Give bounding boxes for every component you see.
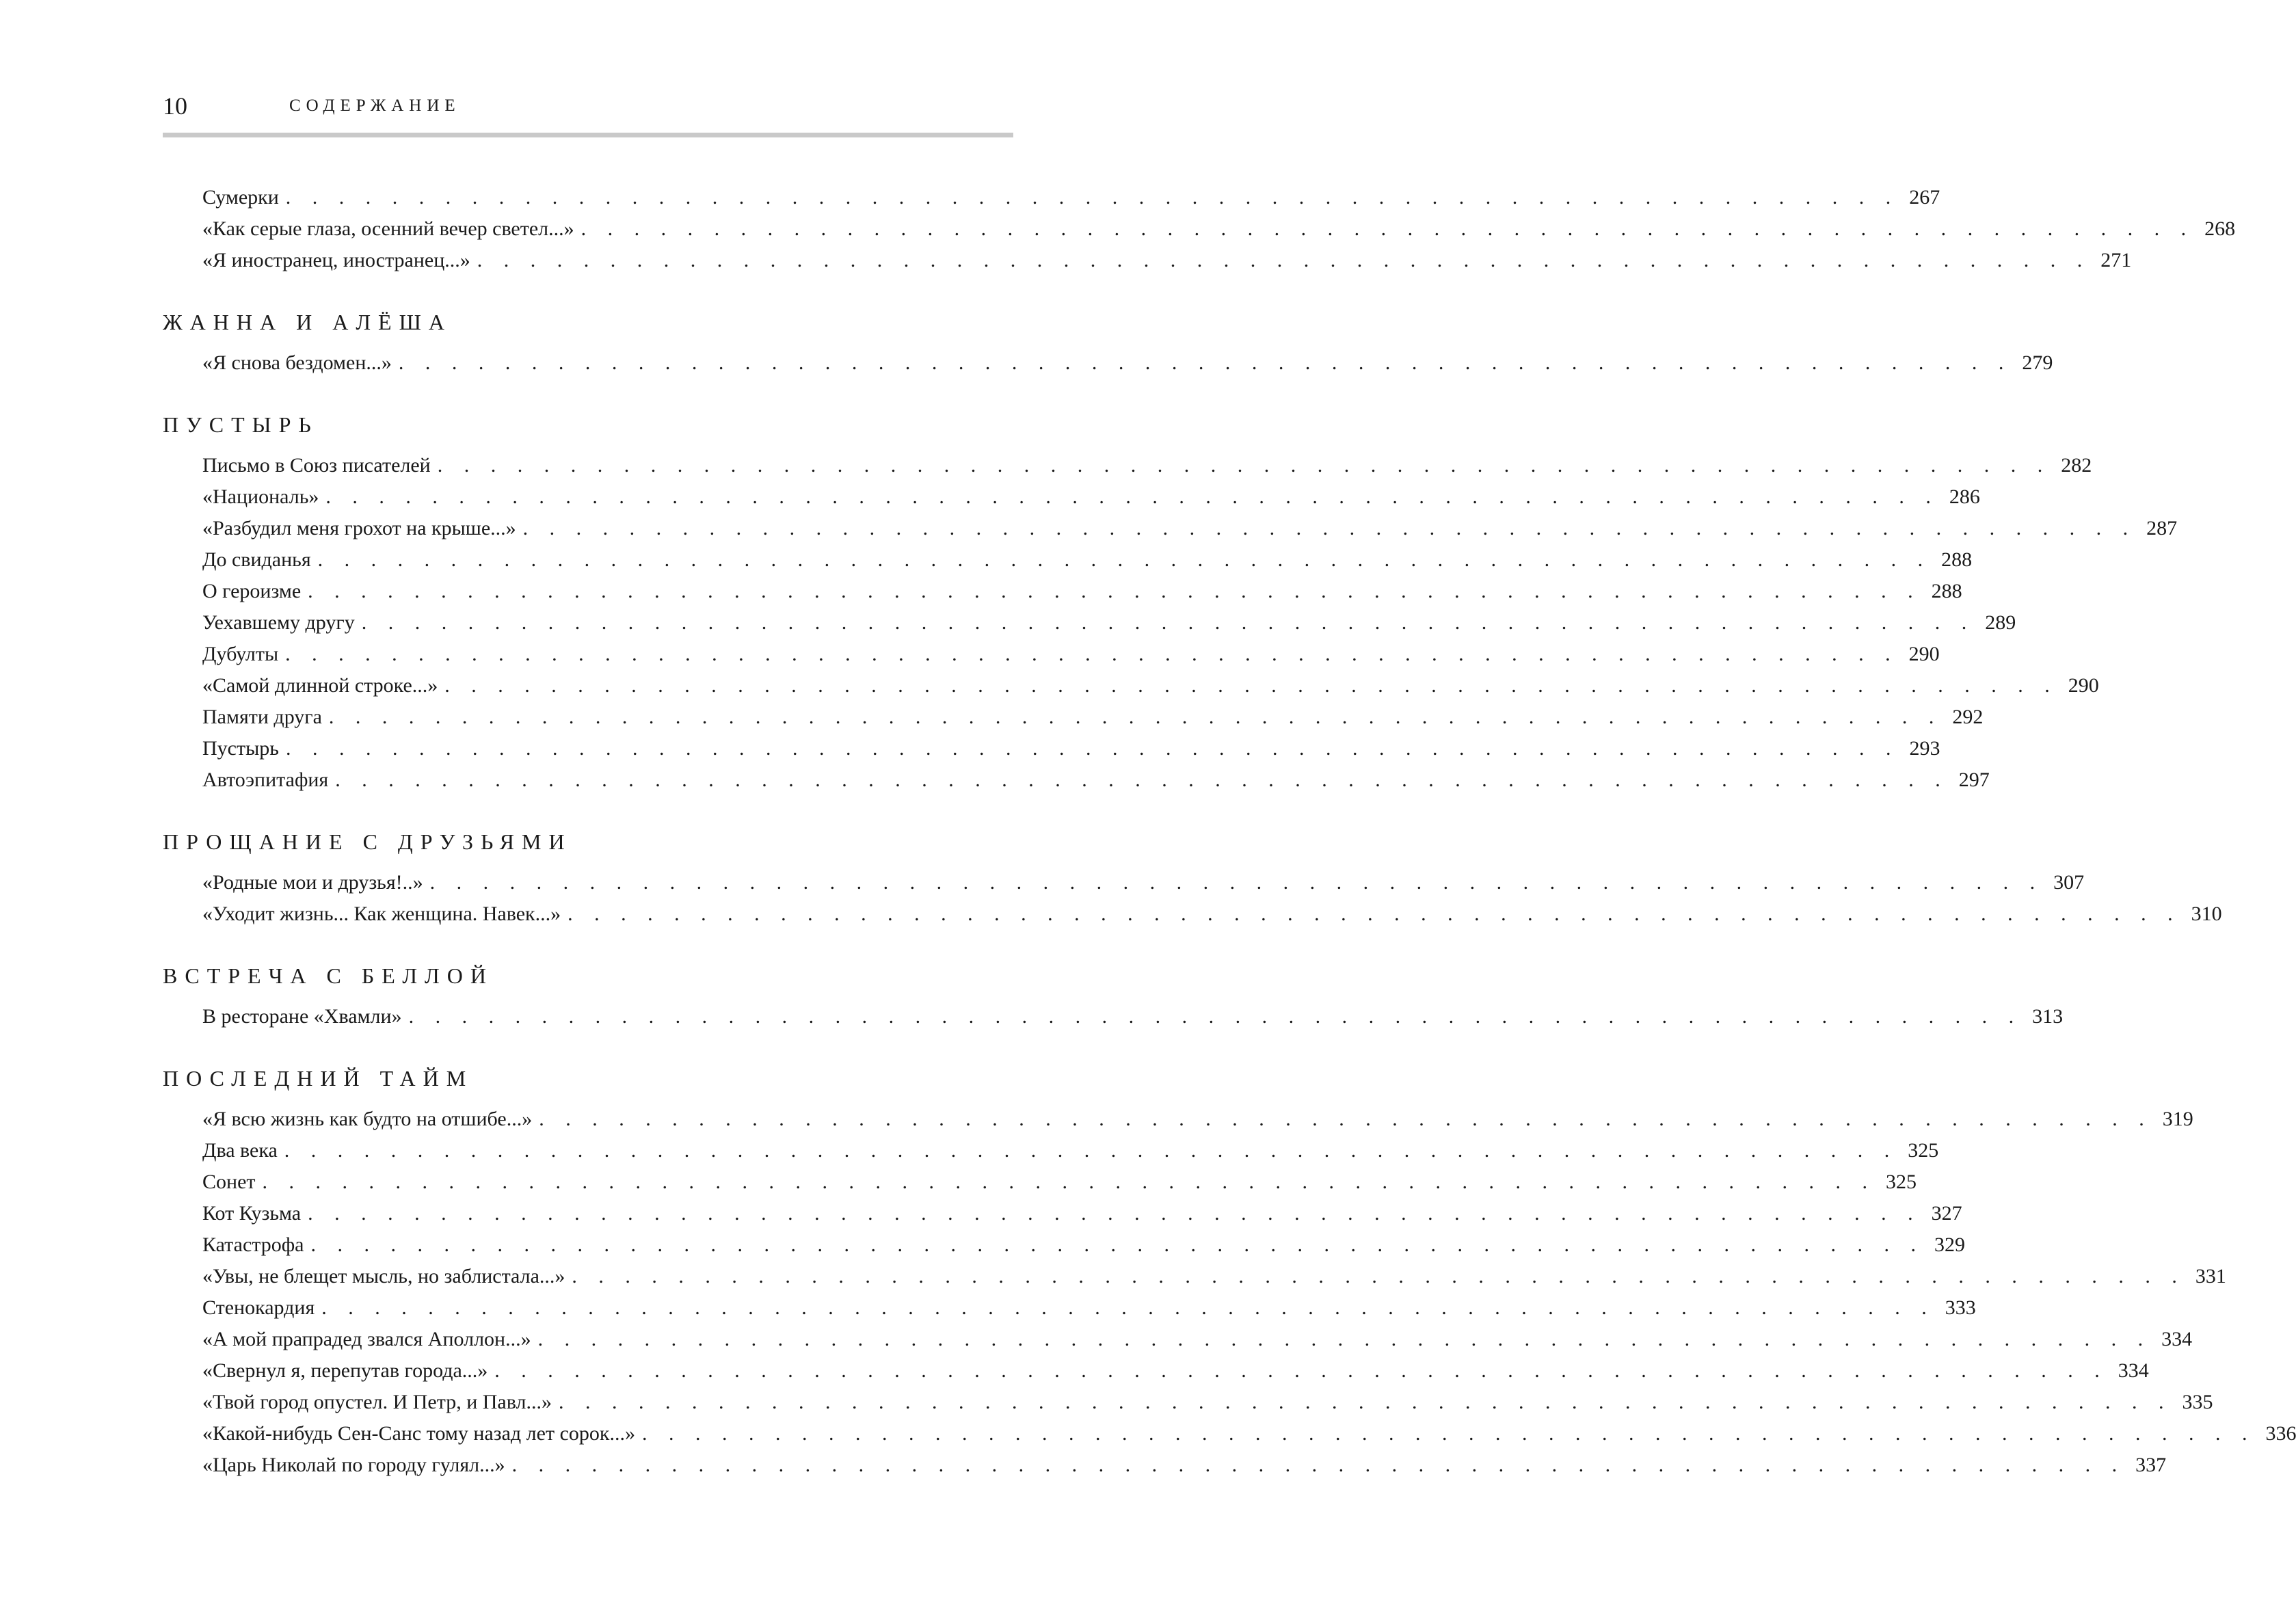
toc-entry — [163, 450, 2092, 481]
toc-entry — [163, 764, 1990, 796]
toc-entry — [163, 898, 2222, 930]
running-head — [163, 89, 1013, 123]
entry-title: «Как серые глаза, осенний вечер светел...» — [202, 217, 574, 240]
dot-leader: . . . . . . . . . . . . . . . . . . . . . . . . . . . . . . . . . . . . . . . . . . . . . . . . . . . . . . . . . . . . . — [361, 611, 1975, 634]
entry-title: Сонет — [202, 1171, 256, 1193]
entry-title: «Уходит жизнь... Как женщина. Навек...» — [202, 903, 561, 925]
dot-leader: . . . . . . . . . . . . . . . . . . . . . . . . . . . . . . . . . . . . . . . . . . . . . . . . . . . . . . . . . . . . . — [398, 351, 2012, 374]
section-title: ПУСТЫРЬ — [163, 412, 319, 437]
entry-title: В ресторане «Хвамли» — [202, 1005, 402, 1028]
dot-leader: . . . . . . . . . . . . . . . . . . . . . . . . . . . . . . . . . . . . . . . . . . . . . . . . . . . . . . . . . . . . . — [641, 1422, 2256, 1445]
entry-title: Два века — [202, 1139, 278, 1162]
entry-page-number: 289 — [1985, 611, 2016, 634]
entry-page-number: 290 — [2068, 674, 2099, 697]
entry-title: Памяти друга — [202, 706, 322, 728]
entry-title: «Твой город опустел. И Петр, и Павл...» — [202, 1391, 552, 1413]
entry-page-number: 282 — [2061, 454, 2092, 477]
entry-page-number: 268 — [2204, 217, 2236, 240]
entry-title: О героизме — [202, 580, 302, 602]
entry-title: Пустырь — [202, 737, 279, 760]
toc-section — [163, 1063, 2296, 1481]
section-title: ЖАННА И АЛЁША — [163, 310, 452, 334]
entry-title: «Разбудил меня грохот на крыше...» — [202, 517, 516, 539]
dot-leader: . . . . . . . . . . . . . . . . . . . . . . . . . . . . . . . . . . . . . . . . . . . . . . . . . . . . . . . . . . . . . — [437, 454, 2051, 477]
entry-page-number: 279 — [2022, 351, 2053, 374]
table-of-contents — [163, 182, 2296, 1481]
entry-title: Сумерки — [202, 186, 279, 209]
entry-title: «Я всю жизнь как будто на отшибе...» — [202, 1108, 533, 1130]
dot-leader: . . . . . . . . . . . . . . . . . . . . . . . . . . . . . . . . . . . . . . . . . . . . . . . . . . . . . . . . . . . . . — [572, 1265, 2185, 1287]
toc-entry — [163, 1355, 2149, 1387]
dot-leader: . . . . . . . . . . . . . . . . . . . . . . . . . . . . . . . . . . . . . . . . . . . . . . . . . . . . . . . . . . . . . — [308, 1202, 1921, 1225]
book-page — [163, 0, 2296, 1615]
toc-section — [163, 306, 2053, 379]
entry-page-number: 336 — [2265, 1422, 2296, 1445]
entry-title: «Я снова бездомен...» — [202, 351, 392, 374]
entry-page-number: 327 — [1931, 1202, 1962, 1225]
entry-title: Письмо в Союз писателей — [202, 454, 431, 477]
toc-entry — [163, 670, 2099, 702]
entry-page-number: 319 — [2162, 1108, 2193, 1130]
toc-entry — [163, 481, 1980, 513]
dot-leader: . . . . . . . . . . . . . . . . . . . . . . . . . . . . . . . . . . . . . . . . . . . . . . . . . . . . . . . . . . . . . — [321, 1296, 1935, 1319]
entry-page-number: 331 — [2195, 1265, 2226, 1287]
toc-entry — [163, 1387, 2213, 1418]
entry-page-number: 292 — [1952, 706, 1984, 728]
entry-page-number: 325 — [1908, 1139, 1939, 1162]
toc-entry — [163, 347, 2053, 379]
page-number: 10 — [163, 92, 187, 120]
toc-section — [163, 409, 2178, 796]
entry-page-number: 286 — [1949, 485, 1980, 508]
toc-entry — [163, 1135, 1939, 1166]
dot-leader: . . . . . . . . . . . . . . . . . . . . . . . . . . . . . . . . . . . . . . . . . . . . . . . . . . . . . . . . . . . . . — [284, 1139, 1898, 1162]
entry-title: «Националь» — [202, 485, 319, 508]
dot-leader: . . . . . . . . . . . . . . . . . . . . . . . . . . . . . . . . . . . . . . . . . . . . . . . . . . . . . . . . . . . . . — [408, 1005, 2023, 1028]
dot-leader: . . . . . . . . . . . . . . . . . . . . . . . . . . . . . . . . . . . . . . . . . . . . . . . . . . . . . . . . . . . . . — [539, 1108, 2152, 1130]
toc-entry — [163, 1104, 2193, 1135]
toc-entry — [163, 1292, 1976, 1324]
dot-leader: . . . . . . . . . . . . . . . . . . . . . . . . . . . . . . . . . . . . . . . . . . . . . . . . . . . . . . . . . . . . . — [285, 186, 1899, 209]
dot-leader: . . . . . . . . . . . . . . . . . . . . . . . . . . . . . . . . . . . . . . . . . . . . . . . . . . . . . . . . . . . . . — [444, 674, 2058, 697]
entry-page-number: 325 — [1886, 1171, 1917, 1193]
toc-entry — [163, 1198, 1962, 1229]
section-title: ПРОЩАНИЕ С ДРУЗЬЯМИ — [163, 829, 572, 854]
dot-leader: . . . . . . . . . . . . . . . . . . . . . . . . . . . . . . . . . . . . . . . . . . . . . . . . . . . . . . . . . . . . . — [325, 485, 1939, 508]
entry-title: «Родные мои и друзья!..» — [202, 871, 423, 894]
entry-title: «Свернул я, перепутав города...» — [202, 1359, 488, 1382]
toc-entry — [163, 1166, 1917, 1198]
entry-page-number: 307 — [2053, 871, 2085, 894]
toc-entry — [163, 544, 1973, 576]
entry-page-number: 293 — [1909, 737, 1940, 760]
toc-entry — [163, 1001, 2064, 1032]
header-rule — [163, 133, 1013, 137]
dot-leader: . . . . . . . . . . . . . . . . . . . . . . . . . . . . . . . . . . . . . . . . . . . . . . . . . . . . . . . . . . . . . — [537, 1328, 2152, 1350]
toc-entry — [163, 1229, 1965, 1261]
toc-entry — [163, 607, 2016, 639]
toc-entry — [163, 513, 2178, 544]
toc-entry — [163, 1261, 2226, 1292]
entry-title: Стенокардия — [202, 1296, 315, 1319]
entry-title: «Царь Николай по городу гулял...» — [202, 1454, 505, 1476]
entry-title: Автоэпитафия — [202, 769, 329, 791]
dot-leader: . . . . . . . . . . . . . . . . . . . . . . . . . . . . . . . . . . . . . . . . . . . . . . . . . . . . . . . . . . . . . — [522, 517, 2137, 539]
dot-leader: . . . . . . . . . . . . . . . . . . . . . . . . . . . . . . . . . . . . . . . . . . . . . . . . . . . . . . . . . . . . . — [477, 249, 2091, 271]
entry-page-number: 335 — [2182, 1391, 2213, 1413]
entry-title: «Я иностранец, иностранец...» — [202, 249, 470, 271]
entry-page-number: 313 — [2032, 1005, 2064, 1028]
entry-page-number: 333 — [1945, 1296, 1976, 1319]
toc-section — [163, 182, 2236, 276]
dot-leader: . . . . . . . . . . . . . . . . . . . . . . . . . . . . . . . . . . . . . . . . . . . . . . . . . . . . . . . . . . . . . — [285, 643, 1899, 665]
dot-leader: . . . . . . . . . . . . . . . . . . . . . . . . . . . . . . . . . . . . . . . . . . . . . . . . . . . . . . . . . . . . . — [328, 706, 1943, 728]
toc-entry — [163, 576, 1962, 607]
entry-page-number: 334 — [2161, 1328, 2193, 1350]
dot-leader: . . . . . . . . . . . . . . . . . . . . . . . . . . . . . . . . . . . . . . . . . . . . . . . . . . . . . . . . . . . . . — [308, 580, 1921, 602]
entry-page-number: 288 — [1931, 580, 1962, 602]
entry-page-number: 329 — [1934, 1233, 1965, 1256]
toc-section — [163, 960, 2064, 1032]
entry-title: «Какой-нибудь Сен-Санс тому назад лет сорок...» — [202, 1422, 635, 1445]
entry-page-number: 267 — [1909, 186, 1940, 209]
running-head-title: СОДЕРЖАНИЕ — [289, 96, 461, 115]
entry-title: До свиданья — [202, 548, 311, 571]
entry-page-number: 287 — [2146, 517, 2178, 539]
entry-page-number: 337 — [2135, 1454, 2167, 1476]
dot-leader: . . . . . . . . . . . . . . . . . . . . . . . . . . . . . . . . . . . . . . . . . . . . . . . . . . . . . . . . . . . . . — [568, 903, 2181, 925]
entry-title: «Самой длинной строке...» — [202, 674, 438, 697]
toc-entry — [163, 867, 2085, 898]
dot-leader: . . . . . . . . . . . . . . . . . . . . . . . . . . . . . . . . . . . . . . . . . . . . . . . . . . . . . . . . . . . . . — [285, 737, 1899, 760]
dot-leader: . . . . . . . . . . . . . . . . . . . . . . . . . . . . . . . . . . . . . . . . . . . . . . . . . . . . . . . . . . . . . — [317, 548, 1932, 571]
toc-section — [163, 826, 2222, 930]
dot-leader: . . . . . . . . . . . . . . . . . . . . . . . . . . . . . . . . . . . . . . . . . . . . . . . . . . . . . . . . . . . . . — [262, 1171, 1875, 1193]
entry-title: Катастрофа — [202, 1233, 304, 1256]
entry-title: «А мой прапрадед звался Аполлон...» — [202, 1328, 531, 1350]
entry-page-number: 297 — [1958, 769, 1990, 791]
dot-leader: . . . . . . . . . . . . . . . . . . . . . . . . . . . . . . . . . . . . . . . . . . . . . . . . . . . . . . . . . . . . . — [558, 1391, 2172, 1413]
dot-leader: . . . . . . . . . . . . . . . . . . . . . . . . . . . . . . . . . . . . . . . . . . . . . . . . . . . . . . . . . . . . . — [429, 871, 2044, 894]
toc-entry — [163, 1418, 2296, 1450]
dot-leader: . . . . . . . . . . . . . . . . . . . . . . . . . . . . . . . . . . . . . . . . . . . . . . . . . . . . . . . . . . . . . — [494, 1359, 2108, 1382]
entry-page-number: 288 — [1941, 548, 1973, 571]
entry-title: Дубулты — [202, 643, 279, 665]
dot-leader: . . . . . . . . . . . . . . . . . . . . . . . . . . . . . . . . . . . . . . . . . . . . . . . . . . . . . . . . . . . . . — [310, 1233, 1924, 1256]
toc-entry — [163, 1324, 2193, 1355]
toc-entry — [163, 245, 2132, 276]
entry-page-number: 334 — [2118, 1359, 2149, 1382]
entry-title: Уехавшему другу — [202, 611, 355, 634]
dot-leader: . . . . . . . . . . . . . . . . . . . . . . . . . . . . . . . . . . . . . . . . . . . . . . . . . . . . . . . . . . . . . — [580, 217, 2195, 240]
toc-entry — [163, 702, 1984, 733]
dot-leader: . . . . . . . . . . . . . . . . . . . . . . . . . . . . . . . . . . . . . . . . . . . . . . . . . . . . . . . . . . . . . — [335, 769, 1949, 791]
entry-page-number: 310 — [2191, 903, 2222, 925]
entry-title: Кот Кузьма — [202, 1202, 302, 1225]
section-title: ПОСЛЕДНИЙ ТАЙМ — [163, 1066, 474, 1091]
entry-title: «Увы, не блещет мысль, но заблистала...» — [202, 1265, 565, 1287]
toc-entry — [163, 182, 1940, 213]
section-title: ВСТРЕЧА С БЕЛЛОЙ — [163, 963, 494, 988]
toc-entry — [163, 1450, 2167, 1481]
dot-leader: . . . . . . . . . . . . . . . . . . . . . . . . . . . . . . . . . . . . . . . . . . . . . . . . . . . . . . . . . . . . . — [511, 1454, 2126, 1476]
toc-entry — [163, 733, 1940, 764]
entry-page-number: 290 — [1908, 643, 1940, 665]
toc-entry — [163, 639, 1940, 670]
entry-page-number: 271 — [2100, 249, 2132, 271]
toc-entry — [163, 213, 2236, 245]
